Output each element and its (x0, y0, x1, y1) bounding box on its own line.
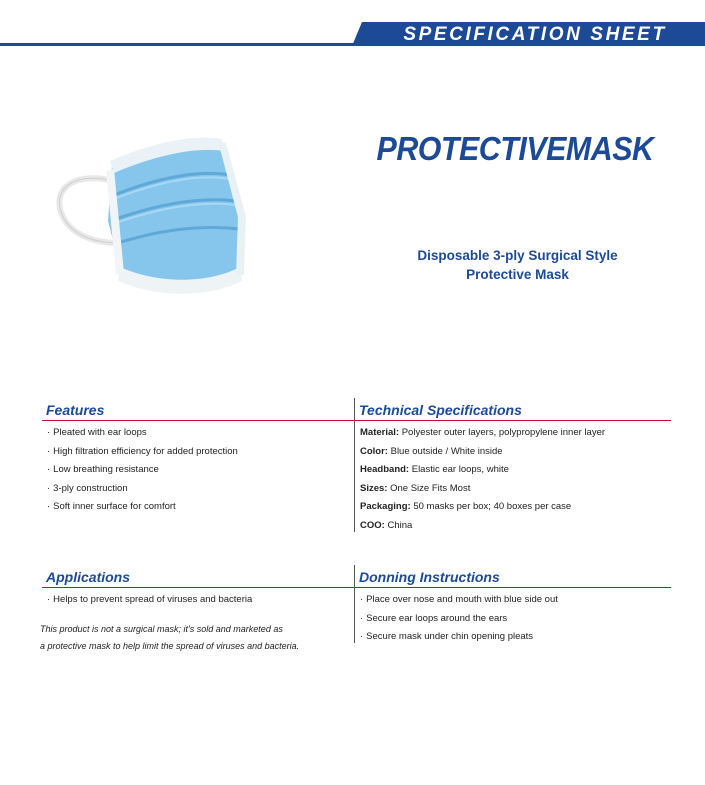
list-item: · Low breathing resistance (47, 464, 159, 476)
technical-specifications-section (355, 401, 671, 536)
spec-row: Material: Polyester outer layers, polypropylene inner layer (360, 427, 606, 438)
applications-list (42, 588, 354, 610)
donning-instructions-heading: Donning Instructions (359, 569, 500, 585)
list-item: · Place over nose and mouth with blue side out (360, 594, 558, 605)
applications-heading: Applications (46, 569, 131, 585)
list-item: · Secure mask under chin opening pleats (360, 631, 534, 643)
features-heading: Features (46, 402, 105, 418)
features-section (42, 401, 354, 517)
spec-row: Packaging: 50 masks per box; 40 boxes per case (360, 501, 572, 513)
donning-instructions-list (355, 588, 671, 647)
disclaimer-line-1: This product is not a surgical mask; it's sold and marketed as (40, 624, 283, 634)
product-subtitle-line-1: Disposable 3-ply Surgical Style (417, 248, 618, 263)
spec-row: Headband: Elastic ear loops, white (360, 464, 509, 476)
page-title: SPECIFICATION SHEET (403, 24, 667, 45)
product-title: PROTECTIVEMASK (376, 130, 654, 167)
features-list (42, 421, 354, 517)
list-item: · 3-ply construction (47, 482, 128, 494)
donning-instructions-section (355, 568, 671, 647)
product-subtitle (380, 246, 655, 284)
applications-section (42, 568, 354, 610)
technical-specifications-heading: Technical Specifications (359, 402, 522, 418)
list-item: · Pleated with ear loops (47, 427, 147, 438)
disclaimer (40, 621, 340, 655)
mask-image (50, 125, 260, 300)
list-item: · Soft inner surface for comfort (47, 501, 176, 513)
spec-row: Sizes: One Size Fits Most (360, 482, 471, 494)
spec-row: Color: Blue outside / White inside (360, 445, 503, 457)
disclaimer-line-2: a protective mask to help limit the spread of viruses and bacteria. (40, 641, 300, 651)
product-subtitle-line-2: Protective Mask (466, 267, 569, 282)
technical-specifications-list (355, 421, 671, 536)
list-item: · Helps to prevent spread of viruses and bacteria (47, 594, 253, 605)
list-item: · High filtration efficiency for added protection (47, 445, 238, 457)
spec-row: COO: China (360, 519, 413, 531)
list-item: · Secure ear loops around the ears (360, 612, 508, 624)
